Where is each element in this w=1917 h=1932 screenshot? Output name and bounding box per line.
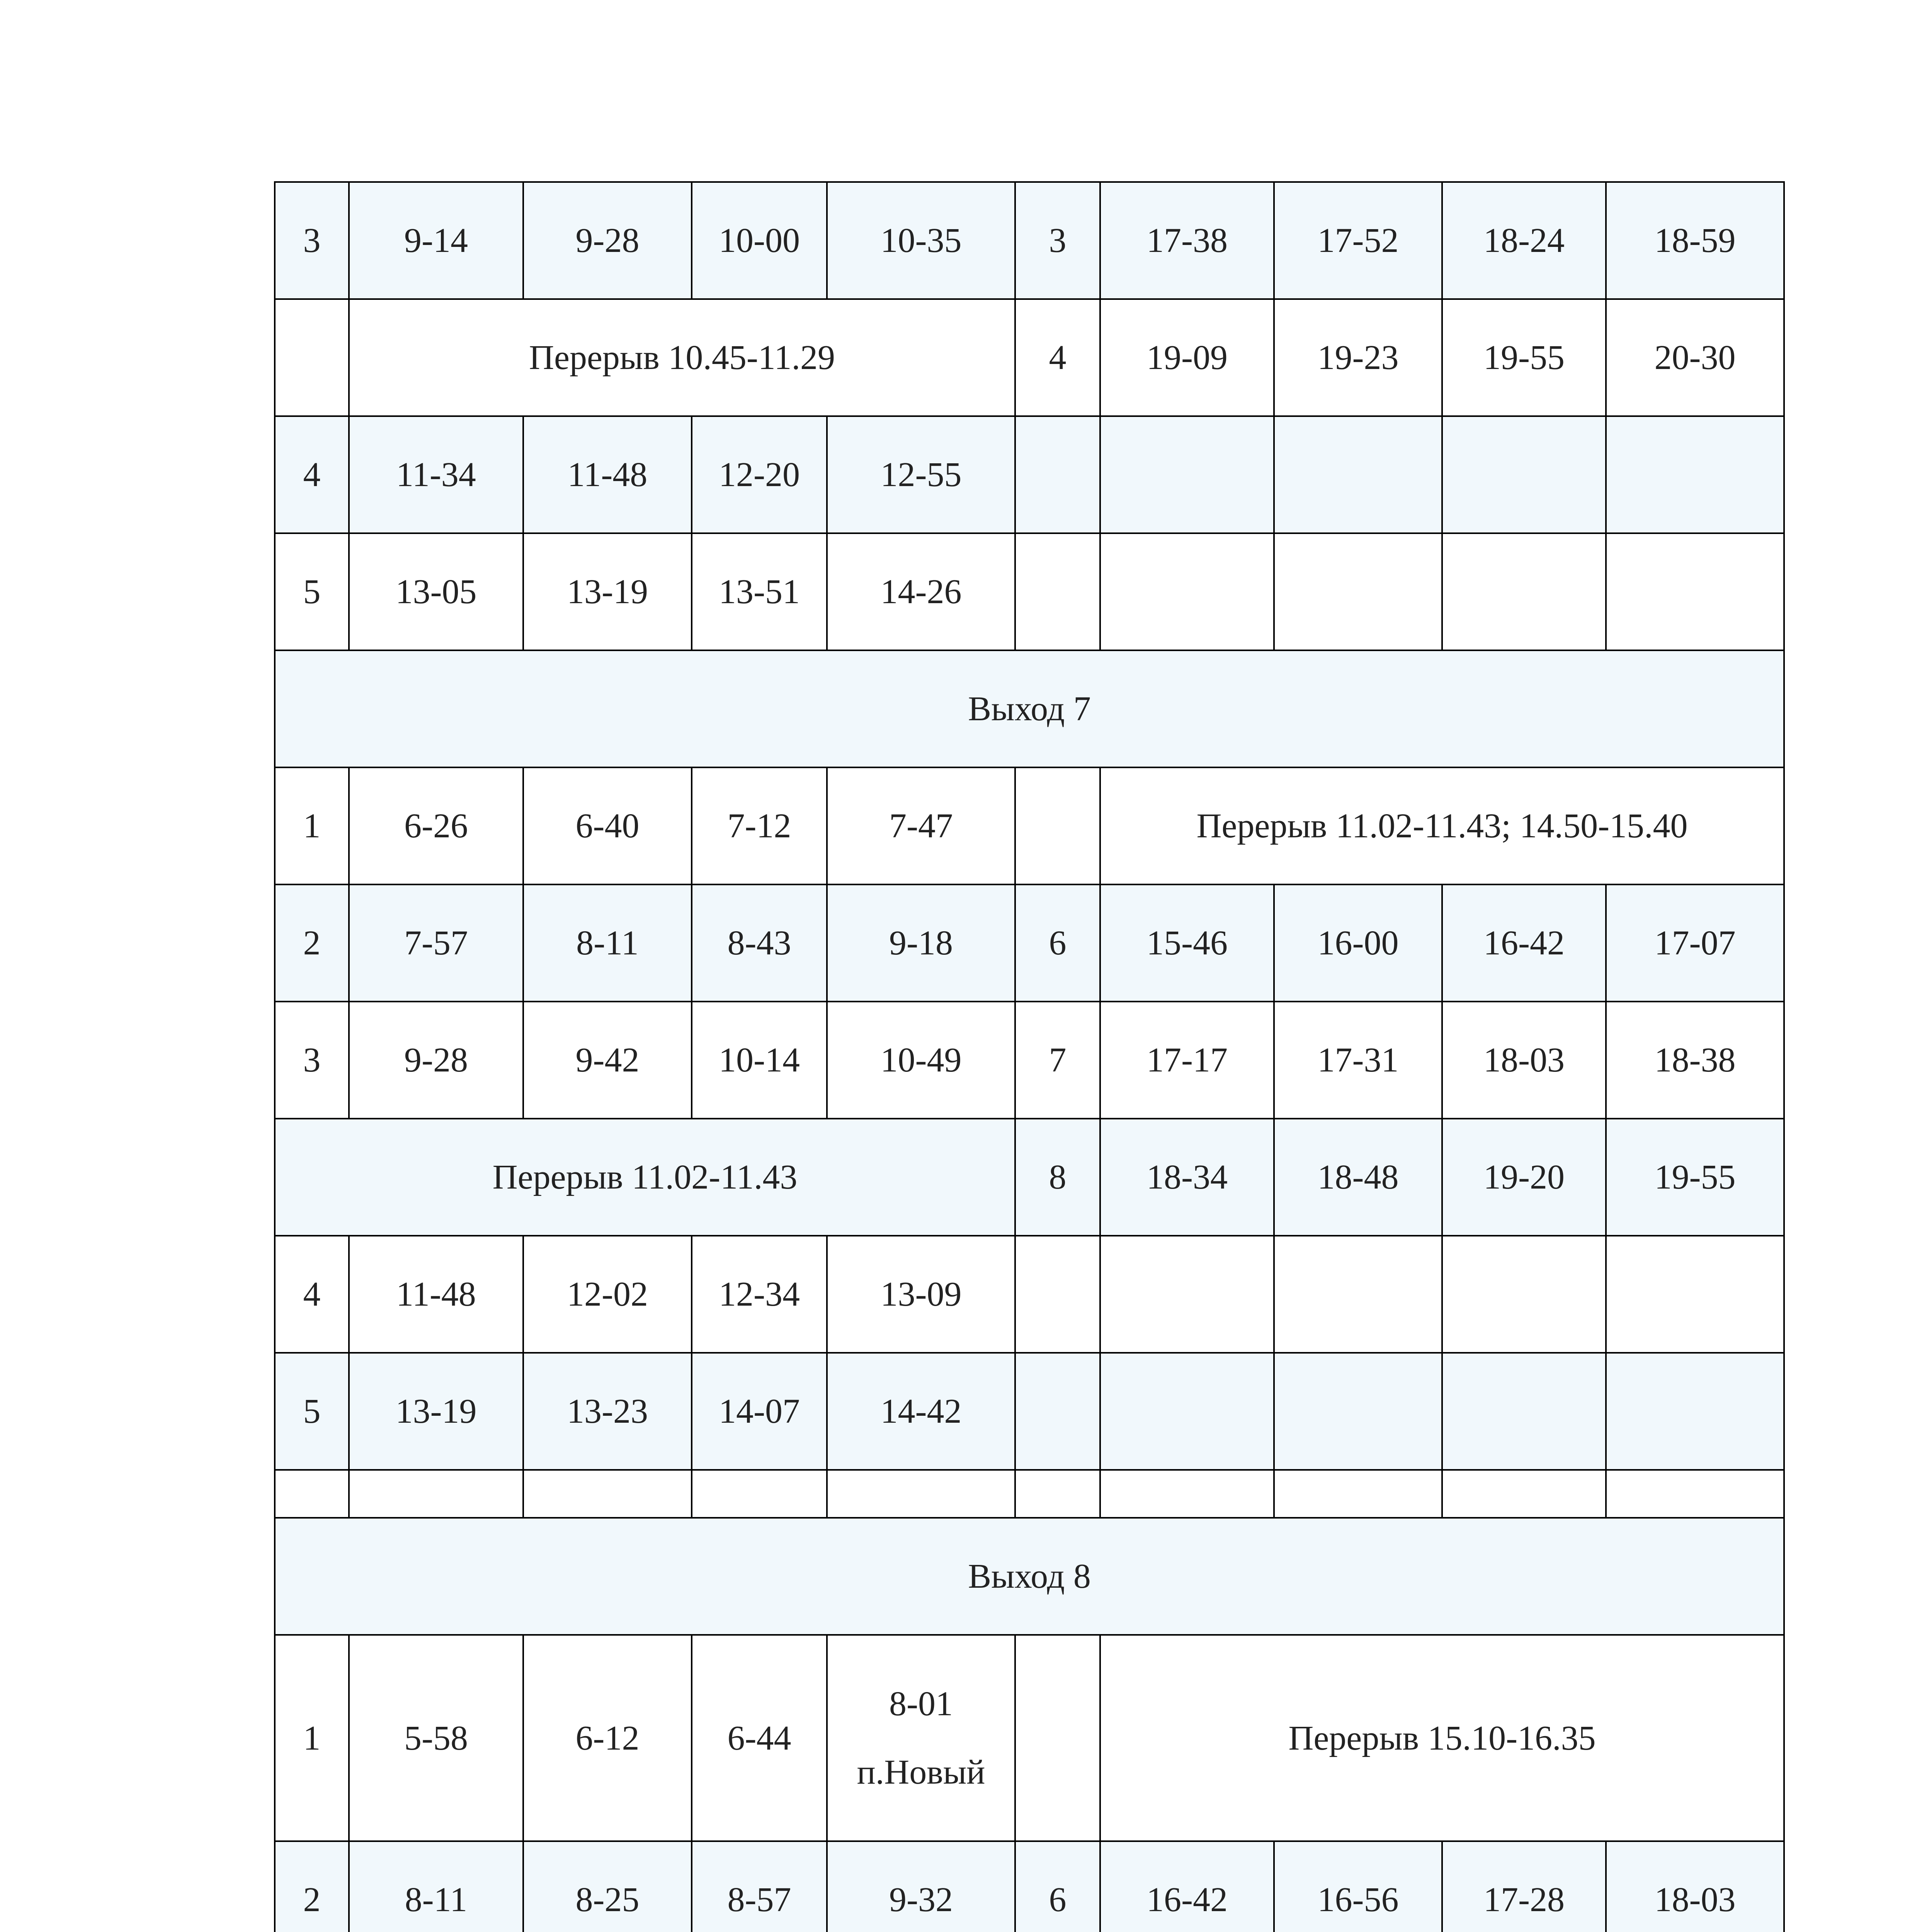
break-note: Перерыв 11.02-11.43 xyxy=(275,1119,1015,1236)
time-cell: 18-34 xyxy=(1100,1119,1274,1236)
time-cell: 11-48 xyxy=(349,1236,523,1353)
time-cell: 18-48 xyxy=(1274,1119,1442,1236)
empty-cell xyxy=(692,1470,827,1518)
time-cell: 16-42 xyxy=(1100,1841,1274,1932)
time-cell: 13-19 xyxy=(523,533,692,650)
break-note: Перерыв 10.45-11.29 xyxy=(349,299,1015,416)
trip-number: 1 xyxy=(275,767,349,884)
empty-cell xyxy=(1606,1236,1784,1353)
table-row xyxy=(275,182,1784,299)
time-cell: 13-19 xyxy=(349,1353,523,1470)
time-cell: 19-55 xyxy=(1442,299,1606,416)
empty-cell xyxy=(1015,767,1100,884)
empty-cell xyxy=(275,299,349,416)
bus-schedule-table xyxy=(274,181,1785,1932)
empty-cell xyxy=(1606,533,1784,650)
time-cell: 16-42 xyxy=(1442,884,1606,1002)
time-cell: 17-38 xyxy=(1100,182,1274,299)
time-cell: 12-20 xyxy=(692,416,827,533)
time-cell: 11-48 xyxy=(523,416,692,533)
empty-cell xyxy=(1274,1236,1442,1353)
empty-cell xyxy=(1274,416,1442,533)
time-cell: 5-58 xyxy=(349,1635,523,1841)
time-cell: 17-17 xyxy=(1100,1002,1274,1119)
time-cell: 9-18 xyxy=(827,884,1015,1002)
time-cell: 7-12 xyxy=(692,767,827,884)
time-cell: 13-51 xyxy=(692,533,827,650)
empty-cell xyxy=(1100,1236,1274,1353)
arrival-time: 8-01 xyxy=(889,1685,953,1723)
empty-cell xyxy=(1100,416,1274,533)
empty-cell xyxy=(1015,416,1100,533)
empty-cell xyxy=(1442,1353,1606,1470)
trip-number: 3 xyxy=(1015,182,1100,299)
time-cell: 9-14 xyxy=(349,182,523,299)
time-cell: 6-26 xyxy=(349,767,523,884)
time-cell: 12-34 xyxy=(692,1236,827,1353)
empty-cell xyxy=(1442,533,1606,650)
section-header: Выход 7 xyxy=(275,650,1784,767)
empty-cell xyxy=(1100,1470,1274,1518)
empty-cell xyxy=(1606,1353,1784,1470)
time-cell: 19-23 xyxy=(1274,299,1442,416)
time-cell: 11-34 xyxy=(349,416,523,533)
time-cell: 20-30 xyxy=(1606,299,1784,416)
time-cell: 14-42 xyxy=(827,1353,1015,1470)
table-row xyxy=(275,1119,1784,1236)
table-row xyxy=(275,1470,1784,1518)
time-cell: 7-57 xyxy=(349,884,523,1002)
time-cell: 17-07 xyxy=(1606,884,1784,1002)
time-cell: 6-12 xyxy=(523,1635,692,1841)
time-cell: 19-55 xyxy=(1606,1119,1784,1236)
time-cell: 9-32 xyxy=(827,1841,1015,1932)
time-cell: 19-20 xyxy=(1442,1119,1606,1236)
time-cell: 16-00 xyxy=(1274,884,1442,1002)
trip-number: 1 xyxy=(275,1635,349,1841)
time-cell: 9-28 xyxy=(523,182,692,299)
empty-cell xyxy=(1606,416,1784,533)
table-row xyxy=(275,533,1784,650)
empty-cell xyxy=(1274,1470,1442,1518)
time-cell: 8-43 xyxy=(692,884,827,1002)
time-cell: 8-11 xyxy=(523,884,692,1002)
empty-cell xyxy=(1015,1635,1100,1841)
empty-cell xyxy=(1442,416,1606,533)
table-row xyxy=(275,1353,1784,1470)
trip-number: 7 xyxy=(1015,1002,1100,1119)
table-row xyxy=(275,1518,1784,1635)
table-row xyxy=(275,884,1784,1002)
break-note: Перерыв 15.10-16.35 xyxy=(1100,1635,1784,1841)
time-cell: 18-24 xyxy=(1442,182,1606,299)
empty-cell xyxy=(1015,1236,1100,1353)
table-row xyxy=(275,1841,1784,1932)
empty-cell xyxy=(1100,533,1274,650)
time-cell: 13-05 xyxy=(349,533,523,650)
table-row xyxy=(275,299,1784,416)
trip-number: 2 xyxy=(275,884,349,1002)
time-cell: 18-59 xyxy=(1606,182,1784,299)
time-cell: 13-23 xyxy=(523,1353,692,1470)
trip-number: 5 xyxy=(275,533,349,650)
table-row xyxy=(275,1635,1784,1841)
time-cell: 12-02 xyxy=(523,1236,692,1353)
empty-cell xyxy=(1274,1353,1442,1470)
time-cell: 19-09 xyxy=(1100,299,1274,416)
table-row xyxy=(275,416,1784,533)
empty-cell xyxy=(1015,533,1100,650)
time-cell: 17-52 xyxy=(1274,182,1442,299)
empty-cell xyxy=(1015,1353,1100,1470)
time-cell: 13-09 xyxy=(827,1236,1015,1353)
table-row xyxy=(275,650,1784,767)
time-cell: 15-46 xyxy=(1100,884,1274,1002)
time-cell: 7-47 xyxy=(827,767,1015,884)
time-cell: 16-56 xyxy=(1274,1841,1442,1932)
trip-number: 4 xyxy=(275,1236,349,1353)
trip-number: 4 xyxy=(1015,299,1100,416)
trip-number: 5 xyxy=(275,1353,349,1470)
empty-cell xyxy=(1606,1470,1784,1518)
empty-cell xyxy=(1015,1470,1100,1518)
time-cell: 18-38 xyxy=(1606,1002,1784,1119)
trip-number: 6 xyxy=(1015,1841,1100,1932)
empty-cell xyxy=(275,1470,349,1518)
time-cell: 10-49 xyxy=(827,1002,1015,1119)
time-cell: 10-35 xyxy=(827,182,1015,299)
table-row xyxy=(275,1236,1784,1353)
time-cell: 18-03 xyxy=(1606,1841,1784,1932)
time-cell: 8-25 xyxy=(523,1841,692,1932)
time-cell: 9-42 xyxy=(523,1002,692,1119)
empty-cell xyxy=(1442,1236,1606,1353)
time-cell: 8-11 xyxy=(349,1841,523,1932)
time-cell: 18-03 xyxy=(1442,1002,1606,1119)
time-cell: 17-31 xyxy=(1274,1002,1442,1119)
empty-cell xyxy=(827,1470,1015,1518)
time-cell: 10-14 xyxy=(692,1002,827,1119)
time-cell: 17-28 xyxy=(1442,1841,1606,1932)
empty-cell xyxy=(1100,1353,1274,1470)
trip-number: 4 xyxy=(275,416,349,533)
time-cell: 10-00 xyxy=(692,182,827,299)
table-row xyxy=(275,767,1784,884)
break-note: Перерыв 11.02-11.43; 14.50-15.40 xyxy=(1100,767,1784,884)
empty-cell xyxy=(1274,533,1442,650)
trip-number: 8 xyxy=(1015,1119,1100,1236)
time-cell: 12-55 xyxy=(827,416,1015,533)
section-header: Выход 8 xyxy=(275,1518,1784,1635)
time-cell: 14-26 xyxy=(827,533,1015,650)
stop-name: п.Новый xyxy=(857,1753,985,1791)
time-cell: 6-40 xyxy=(523,767,692,884)
empty-cell xyxy=(1442,1470,1606,1518)
empty-cell xyxy=(523,1470,692,1518)
trip-number: 3 xyxy=(275,1002,349,1119)
time-cell: 14-07 xyxy=(692,1353,827,1470)
time-cell xyxy=(827,1635,1015,1841)
trip-number: 3 xyxy=(275,182,349,299)
time-cell: 8-57 xyxy=(692,1841,827,1932)
trip-number: 6 xyxy=(1015,884,1100,1002)
time-cell: 9-28 xyxy=(349,1002,523,1119)
trip-number: 2 xyxy=(275,1841,349,1932)
empty-cell xyxy=(349,1470,523,1518)
table-row xyxy=(275,1002,1784,1119)
time-cell: 6-44 xyxy=(692,1635,827,1841)
